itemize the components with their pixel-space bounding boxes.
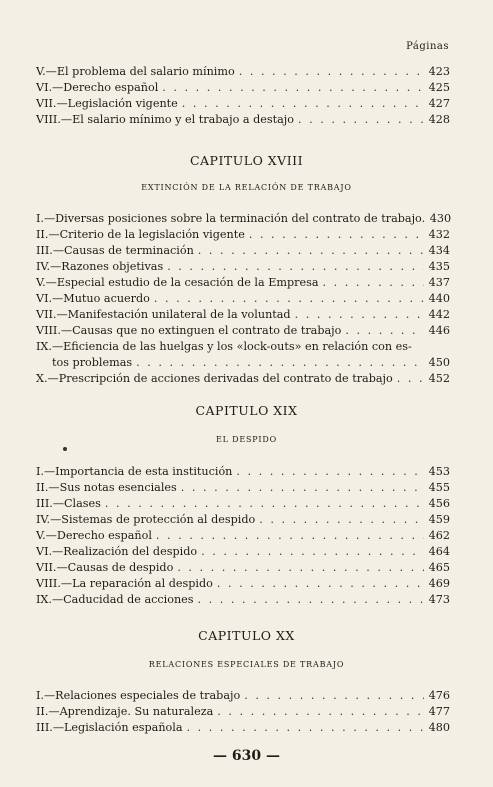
chapter-subtitle: EXTINCIÓN DE LA RELACIÓN DE TRABAJO [141, 183, 352, 192]
toc-entry: IX.—Caducidad de acciones . . . 473 [36, 593, 450, 609]
toc-entry: V.—El problema del salario mínimo . . . 423 [36, 65, 450, 81]
toc-entry: VI.—Mutuo acuerdo . . . 440 [36, 292, 450, 308]
toc-entry: I.—Importancia de esta institución . . . 453 [36, 465, 450, 481]
toc-entry: VI.—Derecho español . . . 425 [36, 81, 450, 97]
toc-entry: VIII.—La reparación al despido . . . 469 [36, 577, 450, 593]
toc-entry: III.—Causas de terminación . . . 434 [36, 244, 450, 260]
toc-entry: I.—Relaciones especiales de trabajo . . . 476 [36, 689, 450, 705]
toc-entry: VII.—Legislación vigente . . . 427 [36, 97, 450, 113]
toc-entry: V.—Derecho español . . . 462 [36, 529, 450, 545]
toc-entry: VIII.—Causas que no extinguen el contrato de trabajo . . . 446 [36, 324, 450, 340]
toc-entry: VII.—Manifestación unilateral de la voluntad . . . 442 [36, 308, 450, 324]
toc-entry: VII.—Causas de despido . . . 465 [36, 561, 450, 577]
chapter-subtitle: EL DESPIDO [216, 435, 277, 444]
toc-entry: III.—Clases . . . 456 [36, 497, 450, 513]
toc-entry: III.—Legislación española . . . 480 [36, 721, 450, 737]
toc-entry: II.—Aprendizaje. Su naturaleza . . . 477 [36, 705, 450, 721]
chapter-heading: CAPITULO XIX [195, 403, 298, 418]
toc-entry: I.—Diversas posiciones sobre la terminación del contrato de trabajo. 430 [36, 212, 452, 225]
chapter-subtitle: RELACIONES ESPECIALES DE TRABAJO [148, 660, 345, 669]
toc-entry: II.—Criterio de la legislación vigente . . . 432 [36, 228, 450, 244]
toc-entry: IX.—Eficiencia de las huelgas y los «lock-outs» en relación con es- [36, 340, 412, 353]
chapter-heading: CAPITULO XX [198, 628, 295, 643]
toc-entry: II.—Sus notas esenciales . . . 455 [36, 481, 450, 497]
ink-dot [63, 447, 67, 451]
toc-entry: IV.—Sistemas de protección al despido . . . 459 [36, 513, 450, 529]
toc-entry: VIII.—El salario mínimo y el trabajo a destajo . . . 428 [36, 113, 450, 129]
toc-entry: V.—Especial estudio de la cesación de la Empresa . . . 437 [36, 276, 450, 292]
toc-entry: IV.—Razones objetivas . . . 435 [36, 260, 450, 276]
toc-entry: X.—Prescripción de acciones derivadas del contrato de trabajo . . . 452 [36, 372, 450, 388]
pages-header: Páginas [406, 41, 449, 52]
toc-entry: tos problemas . . . 450 [52, 356, 450, 372]
chapter-heading: CAPITULO XVIII [189, 153, 304, 168]
toc-entry: VI.—Realización del despido . . . 464 [36, 545, 450, 561]
page-number: — 630 — [213, 748, 280, 764]
